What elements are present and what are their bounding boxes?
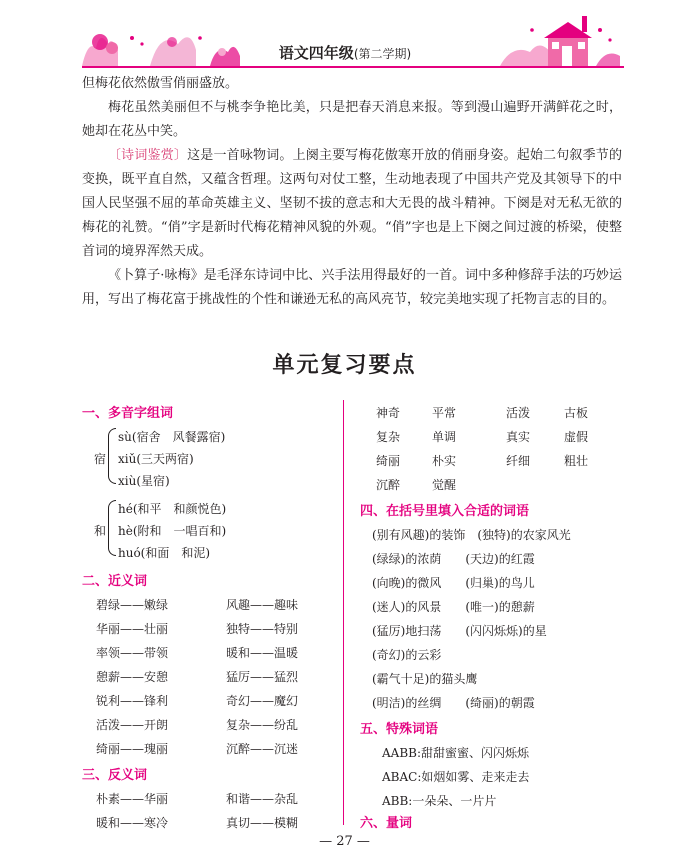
column-divider xyxy=(343,400,344,825)
intro-paragraph-2: 梅花虽然美丽但不与桃李争艳比美，只是把春天消息来报。等到漫山遍野开满鲜花之时，她却在花丛中笑。 xyxy=(82,100,622,139)
antonym-word: 纤细 xyxy=(506,454,531,468)
antonym-word: 真实 xyxy=(506,430,531,444)
polyphone-reading: hé(和平 和颜悦色) xyxy=(118,502,227,516)
antonym-word: 沉醉 xyxy=(376,478,401,492)
fill-item: (别有风趣)的装饰 (独特)的农家风光 xyxy=(372,528,571,542)
antonym-pair: 暖和——寒冷 xyxy=(96,816,169,830)
appreciation-tag: 〔诗词鉴赏〕 xyxy=(108,148,188,163)
synonym-pair: 率领——带领 xyxy=(96,646,169,660)
polyphones-heading: 一、多音字组词 xyxy=(82,406,174,421)
section-heading: 单元复习要点 xyxy=(272,353,417,378)
intro-paragraph-3 xyxy=(82,144,622,264)
special-item: ABB:一朵朵、一片片 xyxy=(382,794,497,808)
antonym-word: 绮丽 xyxy=(376,454,401,468)
antonyms-heading: 三、反义词 xyxy=(82,768,148,783)
fill-item: (奇幻)的云彩 xyxy=(372,648,442,662)
antonym-pair: 和谐——杂乱 xyxy=(226,792,299,806)
polyphone-reading: huó(和面 和泥) xyxy=(118,546,211,560)
left-flower-decoration xyxy=(82,34,240,66)
special-item: AABB:甜甜蜜蜜、闪闪烁烁 xyxy=(382,746,530,760)
synonym-pair: 碧绿——嫩绿 xyxy=(96,598,169,612)
book-subtitle: (第二学期) xyxy=(353,47,412,61)
synonym-pair: 独特——特别 xyxy=(226,622,299,636)
fill-item: (明洁)的丝绸 (绮丽)的朝霞 xyxy=(372,696,535,710)
synonym-pair: 华丽——壮丽 xyxy=(96,622,169,636)
synonym-pair: 风趣——趣味 xyxy=(226,598,299,612)
polyphone-char-he: 和 xyxy=(94,524,107,538)
antonym-word: 神奇 xyxy=(376,406,401,420)
antonym-pair: 真切——模糊 xyxy=(226,816,299,830)
book-title: 语文四年级 xyxy=(278,44,354,62)
synonym-pair: 奇幻——魔幻 xyxy=(226,694,299,708)
polyphone-reading: xiǔ(三天两宿) xyxy=(118,452,194,466)
page-number: — 27 — xyxy=(319,834,370,849)
special-heading: 五、特殊词语 xyxy=(360,722,439,737)
synonym-pair: 锐利——锋利 xyxy=(96,694,169,708)
antonym-word: 觉醒 xyxy=(432,478,457,492)
fill-item: (霸气十足)的猫头鹰 xyxy=(372,672,478,686)
antonym-word: 虚假 xyxy=(564,430,589,444)
synonym-pair: 复杂——纷乱 xyxy=(226,718,299,732)
measure-heading: 六、量词 xyxy=(360,816,413,831)
synonym-pair: 暖和——温暖 xyxy=(226,646,299,660)
brace-he xyxy=(108,500,116,556)
right-house-decoration xyxy=(500,16,620,66)
appreciation-text: 这是一首咏物词。上阕主要写梅花傲寒开放的俏丽身姿。起始二句叙季节的变换，既平直自然，又蕴含哲理。这两句对仗工整，生动地表现了中国共产党及其领导下的中国人民坚强不屈的革命英雄主义、坚韧不拔的意志和大无畏的战斗精神。下阕是对无私无欲的梅花的礼赞。“俏”字是新时代梅花精神风貌的外观。“俏”字也是上下阕之间过渡的桥梁，使整首词的境界浑然天成。 xyxy=(82,148,622,259)
antonym-word: 朴实 xyxy=(432,454,457,468)
antonym-word: 活泼 xyxy=(506,406,531,420)
polyphone-reading: xiù(星宿) xyxy=(118,474,170,488)
antonym-word: 古板 xyxy=(564,406,589,420)
synonym-pair: 绮丽——瑰丽 xyxy=(96,742,169,756)
synonyms-heading: 二、近义词 xyxy=(82,574,148,589)
brace-su xyxy=(108,428,116,484)
antonym-word: 单调 xyxy=(432,430,457,444)
intro-paragraph-1: 但梅花依然傲雪俏丽盛放。 xyxy=(82,76,239,91)
antonym-word: 复杂 xyxy=(376,430,401,444)
fill-item: (猛厉)地扫荡 (闪闪烁烁)的星 xyxy=(372,624,547,638)
antonym-word: 平常 xyxy=(432,406,457,420)
fill-item: (迷人)的风景 (唯一)的憩薪 xyxy=(372,600,535,614)
antonym-word: 粗壮 xyxy=(564,454,589,468)
synonym-pair: 活泼——开朗 xyxy=(96,718,169,732)
synonym-pair: 猛厉——猛烈 xyxy=(226,670,299,684)
polyphone-reading: hè(附和 一唱百和) xyxy=(118,524,227,538)
synonym-pair: 沉醉——沉迷 xyxy=(226,742,299,756)
fill-item: (向晚)的微风 (归巢)的鸟儿 xyxy=(372,576,535,590)
fill-item: (绿绿)的浓荫 (天边)的红霞 xyxy=(372,552,535,566)
header-rule xyxy=(82,66,624,68)
antonym-pair: 朴素——华丽 xyxy=(96,792,169,806)
fill-heading: 四、在括号里填入合适的词语 xyxy=(360,504,530,519)
polyphone-reading: sù(宿舍 风餐露宿) xyxy=(118,430,226,444)
polyphone-char-su: 宿 xyxy=(94,452,107,466)
intro-paragraph-4: 《卜算子·咏梅》是毛泽东诗词中比、兴手法用得最好的一首。词中多种修辞手法的巧妙运用，写出了梅花富于挑战性的个性和谦逊无私的高风亮节，较完美地实现了托物言志的目的。 xyxy=(82,268,622,307)
header-title xyxy=(230,42,460,64)
synonym-pair: 憩薪——安憩 xyxy=(96,670,169,684)
special-item: ABAC:如烟如雾、走来走去 xyxy=(382,770,530,784)
